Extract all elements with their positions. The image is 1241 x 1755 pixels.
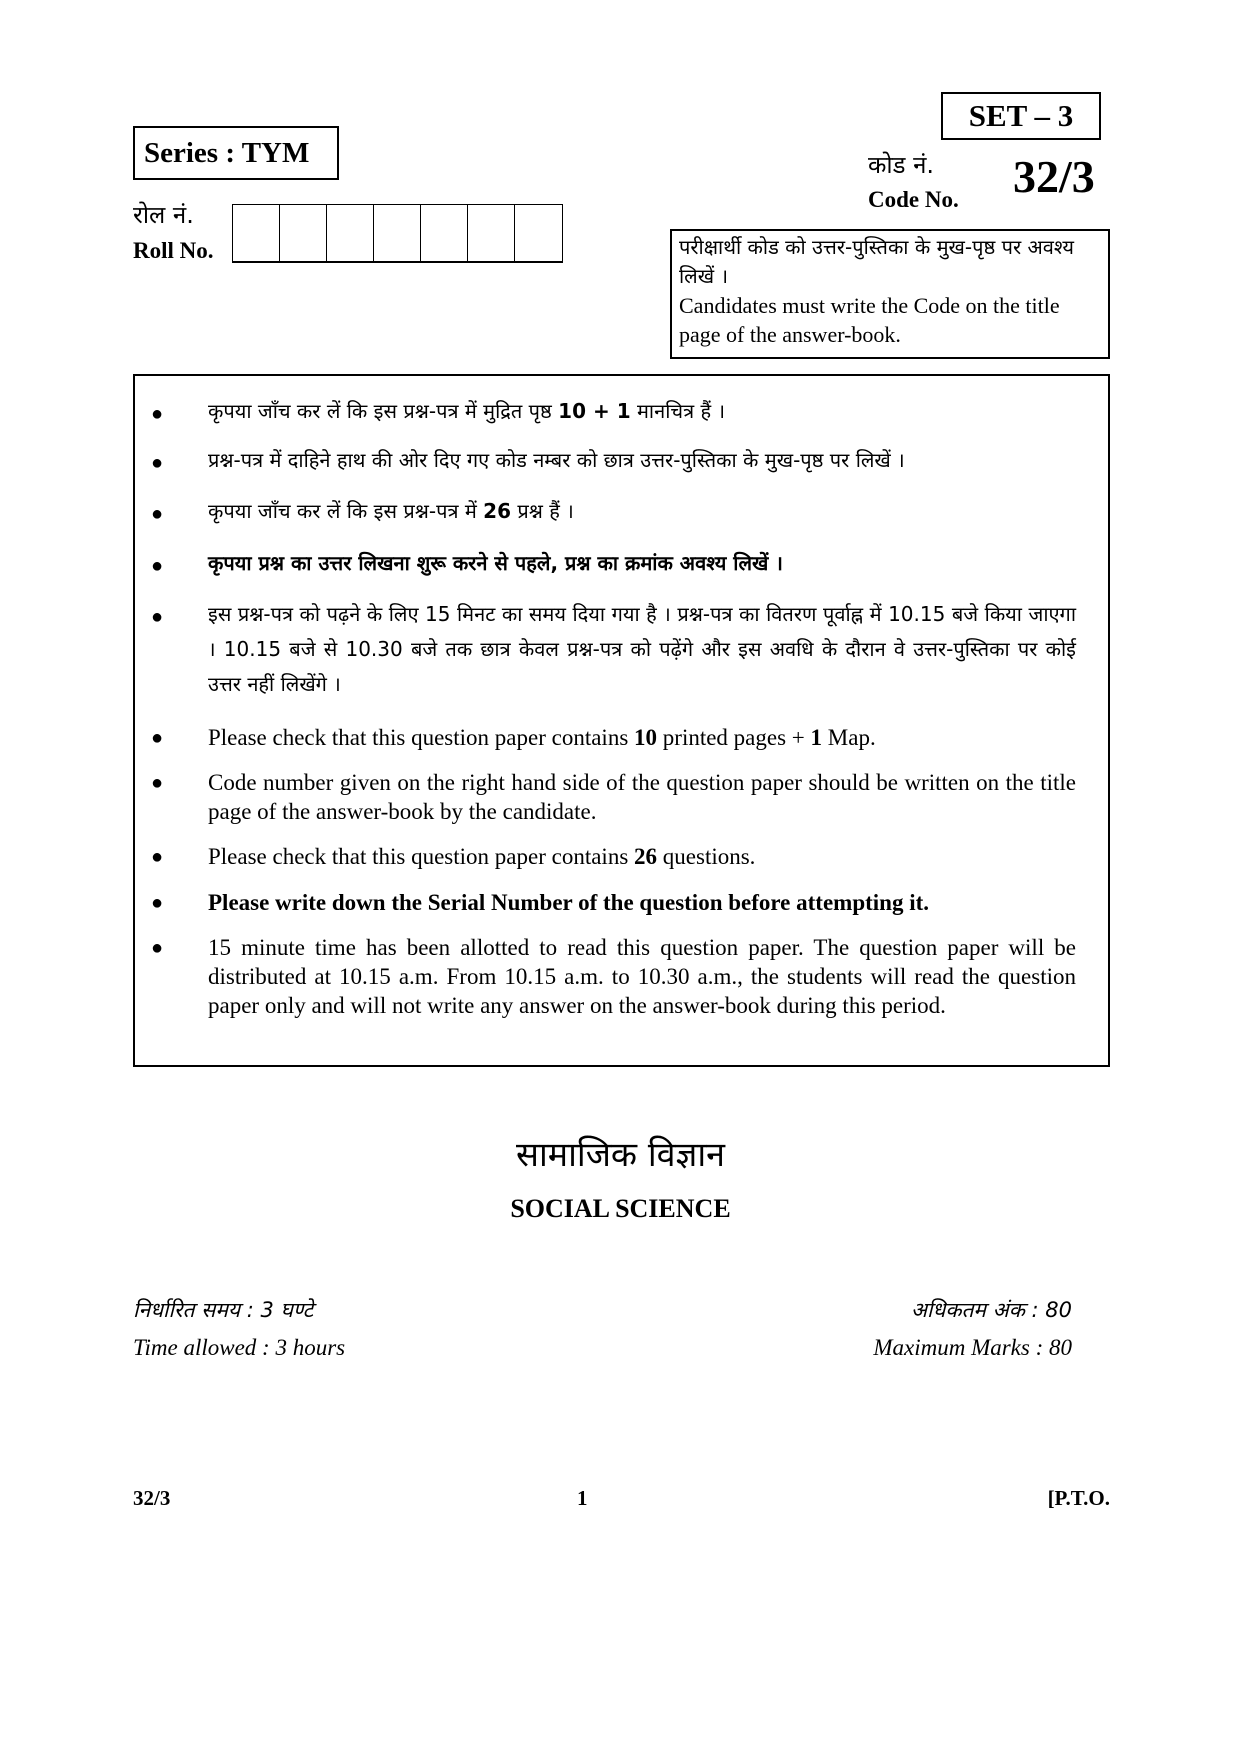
- bullet: ●: [151, 503, 164, 525]
- bullet: ●: [151, 606, 164, 628]
- instruction-hindi-5: इस प्रश्न-पत्र को पढ़ने के लिए 15 मिनट का समय दिया गया है । प्रश्न-पत्र का वितरण पूर्वाह्न में 10.15 बजे किया जाएगा । 10.15 बजे से 10.30 बजे तक छात्र केवल प्रश्न-पत्र को पढ़ेंगे और इस अवधि के दौरान वे उत्तर-पुस्तिका पर कोई उत्तर नहीं लिखेंगे ।: [208, 602, 1076, 696]
- instruction-english-3: Please check that this question paper contains 26 questions.: [208, 844, 756, 869]
- subject-title: SOCIAL SCIENCE: [510, 1194, 731, 1223]
- roll-box: [233, 205, 280, 261]
- bullet: ●: [151, 403, 164, 425]
- bullet: ●: [151, 727, 164, 749]
- bullet: ●: [151, 892, 164, 914]
- bullet: ●: [151, 772, 164, 794]
- series-label: Series : TYM: [133, 126, 339, 180]
- roll-number-boxes: [232, 204, 563, 263]
- code-note-english: Candidates must write the Code on the title page of the answer-book.: [679, 293, 1060, 347]
- instruction-hindi-2: प्रश्न-पत्र में दाहिने हाथ की ओर दिए गए कोड नम्बर को छात्र उत्तर-पुस्तिका के मुख-पृष्ठ पर लिखें ।: [208, 448, 905, 472]
- maximum-marks-hindi: अधिकतम अंक : 80: [910, 1298, 1072, 1322]
- bullet: ●: [151, 937, 164, 959]
- instruction-english-5: 15 minute time has been allotted to read this question paper. The question paper will be distributed at 10.15 a.m. From 10.15 a.m. to 10.30 a.m., the students will read the question paper only and will not write any answer on the answer-book during this period.: [208, 935, 1076, 1018]
- bullet: ●: [151, 846, 164, 868]
- roll-box: [515, 205, 562, 261]
- bullet: ●: [151, 452, 164, 474]
- roll-label: Roll No.: [133, 238, 214, 263]
- code-note-box: [670, 229, 1110, 359]
- code-label: Code No.: [868, 187, 959, 212]
- roll-label-hindi: रोल नं.: [133, 201, 194, 229]
- roll-box: [327, 205, 374, 261]
- set-label: SET – 3: [941, 92, 1101, 140]
- bullet: ●: [151, 555, 164, 577]
- instruction-hindi-3: कृपया जाँच कर लें कि इस प्रश्न-पत्र में 26 प्रश्न हैं ।: [208, 499, 574, 523]
- time-allowed: Time allowed : 3 hours: [133, 1335, 346, 1360]
- code-number: 32/3: [1013, 151, 1095, 202]
- maximum-marks: Maximum Marks : 80: [873, 1335, 1072, 1360]
- instruction-hindi-1: कृपया जाँच कर लें कि इस प्रश्न-पत्र में मुद्रित पृष्ठ 10 + 1 मानचित्र हैं ।: [208, 399, 726, 423]
- pto-label: [P.T.O.: [1047, 1486, 1110, 1510]
- roll-box: [280, 205, 327, 261]
- code-note-hindi: परीक्षार्थी कोड को उत्तर-पुस्तिका के मुख-पृष्ठ पर अवश्य लिखें ।: [679, 235, 1074, 288]
- roll-box: [468, 205, 515, 261]
- instruction-english-4: Please write down the Serial Number of the question before attempting it.: [208, 890, 930, 915]
- page-number: 1: [577, 1486, 588, 1510]
- time-allowed-hindi: निर्धारित समय : 3 घण्टे: [133, 1298, 314, 1322]
- roll-box: [421, 205, 468, 261]
- instruction-hindi-4: कृपया प्रश्न का उत्तर लिखना शुरू करने से पहले, प्रश्न का क्रमांक अवश्य लिखें ।: [208, 551, 783, 575]
- instruction-english-2: Code number given on the right hand side of the question paper should be written on the title page of the answer-book by the candidate.: [208, 770, 1076, 824]
- instruction-english-1: Please check that this question paper contains 10 printed pages + 1 Map.: [208, 725, 876, 750]
- subject-title-hindi: सामाजिक विज्ञान: [515, 1135, 726, 1175]
- footer-code: 32/3: [133, 1486, 171, 1510]
- roll-box: [374, 205, 421, 261]
- code-label-hindi: कोड नं.: [868, 151, 935, 179]
